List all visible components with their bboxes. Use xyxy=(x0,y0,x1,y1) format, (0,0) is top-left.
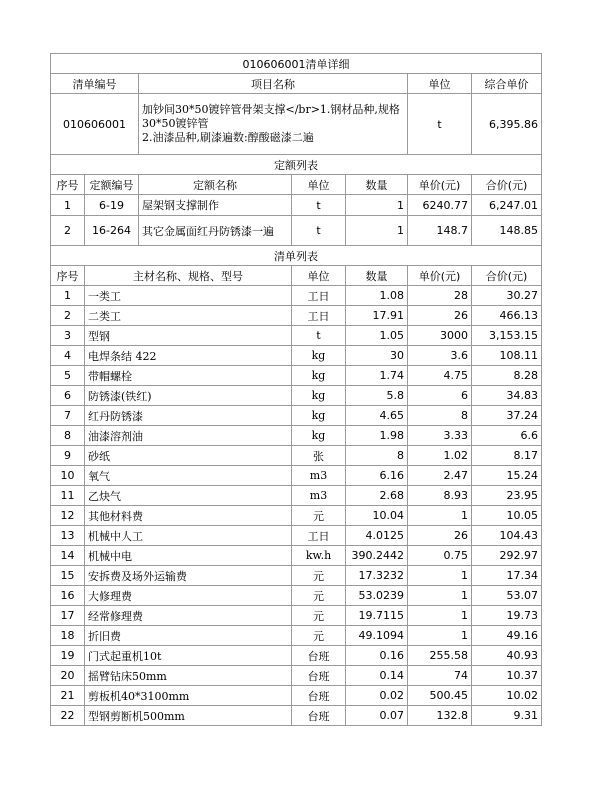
table-row xyxy=(51,286,542,306)
quota-section-title: 定额列表 xyxy=(51,155,542,175)
material-unit-price: 6 xyxy=(408,386,472,406)
material-unit-price: 500.45 xyxy=(408,686,472,706)
material-unit: m3 xyxy=(292,466,346,486)
material-name: 砂纸 xyxy=(85,446,292,466)
quota-total: 6,247.01 xyxy=(472,195,542,216)
material-unit-price: 3.33 xyxy=(408,426,472,446)
table-row xyxy=(51,326,542,346)
quota-header-unit: 单位 xyxy=(292,175,346,195)
material-name: 剪板机40*3100mm xyxy=(85,686,292,706)
material-name: 经常修理费 xyxy=(85,606,292,626)
material-seq: 2 xyxy=(51,306,85,326)
material-name: 折旧费 xyxy=(85,626,292,646)
material-unit: 元 xyxy=(292,586,346,606)
material-seq: 4 xyxy=(51,346,85,366)
material-total: 19.73 xyxy=(472,606,542,626)
material-unit-price: 1 xyxy=(408,606,472,626)
material-unit-price: 74 xyxy=(408,666,472,686)
material-unit: kg xyxy=(292,426,346,446)
quota-header-seq: 序号 xyxy=(51,175,85,195)
material-seq: 10 xyxy=(51,466,85,486)
material-name: 乙炔气 xyxy=(85,486,292,506)
material-name: 型钢 xyxy=(85,326,292,346)
material-unit-price: 4.75 xyxy=(408,366,472,386)
material-unit-price: 255.58 xyxy=(408,646,472,666)
material-qty: 4.0125 xyxy=(346,526,408,546)
material-total: 53.07 xyxy=(472,586,542,606)
material-name: 防锈漆(铁红) xyxy=(85,386,292,406)
table-row xyxy=(51,446,542,466)
table-row xyxy=(51,626,542,646)
material-qty: 1.98 xyxy=(346,426,408,446)
header-name: 项目名称 xyxy=(139,74,408,94)
material-header-total: 合价(元) xyxy=(472,266,542,286)
table-row xyxy=(51,546,542,566)
header-code: 清单编号 xyxy=(51,74,139,94)
material-total: 40.93 xyxy=(472,646,542,666)
material-total: 8.17 xyxy=(472,446,542,466)
material-unit: kg xyxy=(292,406,346,426)
material-unit-price: 3.6 xyxy=(408,346,472,366)
table-row xyxy=(51,366,542,386)
material-unit: 台班 xyxy=(292,686,346,706)
table-row xyxy=(51,426,542,446)
material-seq: 19 xyxy=(51,646,85,666)
material-name: 型钢剪断机500mm xyxy=(85,706,292,726)
material-qty: 10.04 xyxy=(346,506,408,526)
material-total: 9.31 xyxy=(472,706,542,726)
material-total: 292.97 xyxy=(472,546,542,566)
material-seq: 13 xyxy=(51,526,85,546)
material-unit-price: 26 xyxy=(408,306,472,326)
material-qty: 0.14 xyxy=(346,666,408,686)
table-row xyxy=(51,526,542,546)
material-seq: 15 xyxy=(51,566,85,586)
material-total: 15.24 xyxy=(472,466,542,486)
material-header-unit-price: 单价(元) xyxy=(408,266,472,286)
material-unit: 台班 xyxy=(292,646,346,666)
material-name: 门式起重机10t xyxy=(85,646,292,666)
material-seq: 14 xyxy=(51,546,85,566)
material-seq: 5 xyxy=(51,366,85,386)
material-qty: 1.08 xyxy=(346,286,408,306)
material-seq: 11 xyxy=(51,486,85,506)
material-name: 氧气 xyxy=(85,466,292,486)
item-description: 加钞间30*50镀锌管骨架支撑</br>1.钢材品种,规格30*50镀锌管 2.油漆品种,刷漆遍数:醇酸磁漆二遍 xyxy=(139,94,408,155)
material-name: 一类工 xyxy=(85,286,292,306)
material-seq: 9 xyxy=(51,446,85,466)
material-qty: 30 xyxy=(346,346,408,366)
material-unit-price: 8 xyxy=(408,406,472,426)
quota-qty: 1 xyxy=(346,195,408,216)
table-row xyxy=(51,646,542,666)
table-row xyxy=(51,706,542,726)
material-name: 油漆溶剂油 xyxy=(85,426,292,446)
material-seq: 22 xyxy=(51,706,85,726)
table-row xyxy=(51,686,542,706)
header-unit: 单位 xyxy=(408,74,472,94)
material-name: 红丹防锈漆 xyxy=(85,406,292,426)
quota-unit: t xyxy=(292,216,346,246)
material-total: 34.83 xyxy=(472,386,542,406)
table-row xyxy=(51,306,542,326)
material-qty: 0.02 xyxy=(346,686,408,706)
material-qty: 49.1094 xyxy=(346,626,408,646)
material-qty: 2.68 xyxy=(346,486,408,506)
quota-qty: 1 xyxy=(346,216,408,246)
table-row xyxy=(51,486,542,506)
table-row xyxy=(51,606,542,626)
material-unit: t xyxy=(292,326,346,346)
material-name: 摇臂钻床50mm xyxy=(85,666,292,686)
material-unit: 台班 xyxy=(292,666,346,686)
quota-header-code: 定额编号 xyxy=(85,175,139,195)
material-unit-price: 8.93 xyxy=(408,486,472,506)
material-total: 104.43 xyxy=(472,526,542,546)
quota-seq: 1 xyxy=(51,195,85,216)
material-unit: 张 xyxy=(292,446,346,466)
quota-unit: t xyxy=(292,195,346,216)
material-seq: 7 xyxy=(51,406,85,426)
quota-header-qty: 数量 xyxy=(346,175,408,195)
material-unit: 元 xyxy=(292,626,346,646)
table-title: 010606001清单详细 xyxy=(51,54,542,74)
material-seq: 3 xyxy=(51,326,85,346)
material-total: 466.13 xyxy=(472,306,542,326)
material-qty: 390.2442 xyxy=(346,546,408,566)
material-name: 机械中人工 xyxy=(85,526,292,546)
quota-name: 其它金属面红丹防锈漆一遍 xyxy=(139,216,292,246)
material-unit-price: 132.8 xyxy=(408,706,472,726)
table-row xyxy=(51,586,542,606)
material-unit-price: 1 xyxy=(408,506,472,526)
material-total: 6.6 xyxy=(472,426,542,446)
material-name: 安拆费及场外运输费 xyxy=(85,566,292,586)
material-total: 17.34 xyxy=(472,566,542,586)
material-total: 37.24 xyxy=(472,406,542,426)
material-total: 49.16 xyxy=(472,626,542,646)
material-unit: 工日 xyxy=(292,526,346,546)
quota-header-name: 定额名称 xyxy=(139,175,292,195)
material-qty: 1.74 xyxy=(346,366,408,386)
material-unit: 元 xyxy=(292,506,346,526)
quota-seq: 2 xyxy=(51,216,85,246)
material-unit: 工日 xyxy=(292,286,346,306)
material-header-seq: 序号 xyxy=(51,266,85,286)
material-unit-price: 1 xyxy=(408,626,472,646)
material-total: 3,153.15 xyxy=(472,326,542,346)
material-unit: m3 xyxy=(292,486,346,506)
material-qty: 17.3232 xyxy=(346,566,408,586)
material-unit-price: 28 xyxy=(408,286,472,306)
table-row xyxy=(51,386,542,406)
table-row xyxy=(51,666,542,686)
quota-unit-price: 6240.77 xyxy=(408,195,472,216)
material-total: 108.11 xyxy=(472,346,542,366)
material-seq: 20 xyxy=(51,666,85,686)
quota-code: 6-19 xyxy=(85,195,139,216)
material-seq: 18 xyxy=(51,626,85,646)
item-unit: t xyxy=(408,94,472,155)
quota-unit-price: 148.7 xyxy=(408,216,472,246)
item-code: 010606001 xyxy=(51,94,139,155)
material-name: 其他材料费 xyxy=(85,506,292,526)
material-unit-price: 1 xyxy=(408,586,472,606)
material-name: 大修理费 xyxy=(85,586,292,606)
material-unit-price: 26 xyxy=(408,526,472,546)
table-row xyxy=(51,506,542,526)
material-total: 30.27 xyxy=(472,286,542,306)
table-row xyxy=(51,466,542,486)
material-unit: kw.h xyxy=(292,546,346,566)
material-header-name: 主材名称、规格、型号 xyxy=(85,266,292,286)
material-qty: 19.7115 xyxy=(346,606,408,626)
table-row xyxy=(51,566,542,586)
quota-total: 148.85 xyxy=(472,216,542,246)
material-total: 23.95 xyxy=(472,486,542,506)
bill-detail-table xyxy=(50,53,542,726)
material-unit-price: 2.47 xyxy=(408,466,472,486)
quota-header-unit-price: 单价(元) xyxy=(408,175,472,195)
material-unit: 台班 xyxy=(292,706,346,726)
material-qty: 4.65 xyxy=(346,406,408,426)
material-unit: kg xyxy=(292,366,346,386)
material-unit: 元 xyxy=(292,566,346,586)
material-total: 10.02 xyxy=(472,686,542,706)
material-unit-price: 3000 xyxy=(408,326,472,346)
quota-name: 屋架钢支撑制作 xyxy=(139,195,292,216)
material-qty: 0.16 xyxy=(346,646,408,666)
material-unit: kg xyxy=(292,386,346,406)
material-seq: 12 xyxy=(51,506,85,526)
material-unit: 工日 xyxy=(292,306,346,326)
material-qty: 53.0239 xyxy=(346,586,408,606)
header-price: 综合单价 xyxy=(472,74,542,94)
material-unit-price: 1 xyxy=(408,566,472,586)
item-price: 6,395.86 xyxy=(472,94,542,155)
material-header-unit: 单位 xyxy=(292,266,346,286)
material-qty: 6.16 xyxy=(346,466,408,486)
material-qty: 5.8 xyxy=(346,386,408,406)
material-unit: kg xyxy=(292,346,346,366)
material-unit-price: 0.75 xyxy=(408,546,472,566)
material-seq: 6 xyxy=(51,386,85,406)
material-seq: 16 xyxy=(51,586,85,606)
material-seq: 21 xyxy=(51,686,85,706)
material-total: 10.37 xyxy=(472,666,542,686)
material-unit-price: 1.02 xyxy=(408,446,472,466)
material-seq: 17 xyxy=(51,606,85,626)
material-qty: 8 xyxy=(346,446,408,466)
material-qty: 0.07 xyxy=(346,706,408,726)
material-name: 带帽螺栓 xyxy=(85,366,292,386)
material-name: 机械中电 xyxy=(85,546,292,566)
quota-code: 16-264 xyxy=(85,216,139,246)
material-section-title: 清单列表 xyxy=(51,246,542,266)
material-total: 10.05 xyxy=(472,506,542,526)
material-header-qty: 数量 xyxy=(346,266,408,286)
material-seq: 8 xyxy=(51,426,85,446)
material-seq: 1 xyxy=(51,286,85,306)
quota-header-total: 合价(元) xyxy=(472,175,542,195)
material-total: 8.28 xyxy=(472,366,542,386)
material-name: 电焊条结 422 xyxy=(85,346,292,366)
table-row xyxy=(51,406,542,426)
material-qty: 17.91 xyxy=(346,306,408,326)
material-unit: 元 xyxy=(292,606,346,626)
table-row xyxy=(51,346,542,366)
material-name: 二类工 xyxy=(85,306,292,326)
material-qty: 1.05 xyxy=(346,326,408,346)
